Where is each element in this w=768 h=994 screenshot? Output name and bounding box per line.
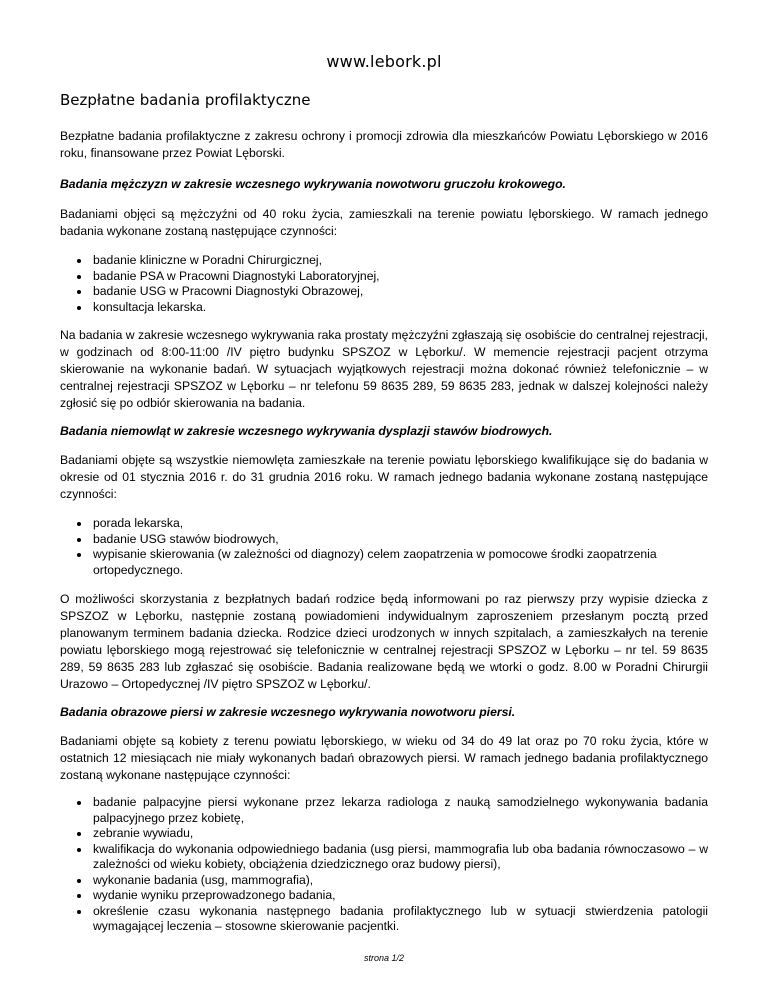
bullet-list — [60, 516, 708, 578]
list-item: • zebranie wywiadu, — [91, 826, 708, 842]
list-item: • kwalifikacja do wykonania odpowiedniego badania (usg piersi, mammografia lub oba badania równoczasowo – w zależności od wieku kobiety, obciążenia dziedzicznego oraz budowy piersi), — [91, 842, 708, 873]
list-item: • badanie kliniczne w Poradni Chirurgicznej, — [91, 253, 708, 269]
document-page — [60, 0, 708, 935]
list-item: • wydanie wyniku przeprowadzonego badania, — [91, 888, 708, 904]
list-item: • porada lekarska, — [91, 516, 708, 532]
section-paragraph: O możliwości skorzystania z bezpłatnych badań rodzice będą informowani po raz pierwszy przy wypisie dziecka z SPSZOZ w Lęborku, następnie zostaną powiadomieni indywidualnym zaproszeniem przesłanym pocztą przed planowanym terminem badania dziecka. Rodzice dzieci urodzonych w innych szpitalach, a zamieszkałych na terenie powiatu lęborskiego mogą rejestrować się telefonicznie w centralnej rejestracji SPSZOZ w Lęborku – nr tel. 59 8635 289, 59 8635 283 lub zgłaszać się osobiście. Badania realizowane będą we wtorki o godz. 8.00 w Poradni Chirurgii Urazowo – Ortopedycznej /IV piętro SPSZOZ w Lęborku/. — [60, 592, 708, 691]
list-item: • badanie USG stawów biodrowych, — [91, 532, 708, 548]
bullet-list — [60, 253, 708, 315]
list-item: • badanie palpacyjne piersi wykonane przez lekarza radiologa z nauką samodzielnego wykonywania badania palpacyjnego przez kobietę, — [91, 795, 708, 826]
bullet-list — [60, 795, 708, 935]
page-number: strona 1/2 — [363, 953, 405, 963]
section-heading-breast: Badania obrazowe piersi w zakresie wczesnego wykrywania nowotworu piersi. — [60, 705, 516, 719]
intro-paragraph: Bezpłatne badania profilaktyczne z zakresu ochrony i promocji zdrowia dla mieszkańców Powiatu Lęborskiego w 2016 roku, finansowane przez Powiat Lęborski. — [60, 129, 708, 160]
section-paragraph: Badaniami objęte są wszystkie niemowlęta zamieszkałe na terenie powiatu lęborskiego kwalifikujące się do badania w okresie od 01 stycznia 2016 r. do 31 grudnia 2016 roku. W ramach jednego badania wykonane zostaną następujące czynności: — [60, 453, 708, 501]
list-item: • wykonanie badania (usg, mammografia), — [91, 873, 708, 889]
list-item: • konsultacja lekarska. — [91, 300, 708, 316]
list-item: • badanie USG w Pracowni Diagnostyki Obrazowej, — [91, 284, 708, 300]
section-paragraph: Badaniami objęte są kobiety z terenu powiatu lęborskiego, w wieku od 34 do 49 lat oraz po 70 roku życia, które w ostatnich 12 miesiącach nie miały wykonanych badań obrazowych piersi. W ramach jednego badania profilaktycznego zostaną wykonane następujące czynności: — [60, 734, 708, 782]
section-paragraph: Badaniami objęci są mężczyźni od 40 roku życia, zamieszkali na terenie powiatu lęborskiego. W ramach jednego badania wykonane zostaną następujące czynności: — [60, 207, 708, 238]
section-paragraph: Na badania w zakresie wczesnego wykrywania raka prostaty mężczyźni zgłaszają się osobiście do centralnej rejestracji, w godzinach od 8:00-11:00 /IV piętro budynku SPSZOZ w Lęborku/. W memencie rejestracji pacjent otrzyma skierowanie na wykonanie badań. W sytuacjach wyjątkowych rejestracji można dokonać również telefonicznie – w centralnej rejestracji SPSZOZ w Lęborku – nr telefonu 59 8635 289, 59 8635 283, jednak w dalszej kolejności należy zgłosić się po odbiór skierowania na badania. — [60, 328, 708, 410]
site-url: www.lebork.pl — [326, 52, 442, 71]
list-item: • określenie czasu wykonania następnego badania profilaktycznego lub w sytuacji stwierdzenia patologii wymagającej leczenia – stosowne skierowanie pacjentki. — [91, 904, 708, 935]
list-item: • badanie PSA w Pracowni Diagnostyki Laboratoryjnej, — [91, 269, 708, 285]
section-heading-prostate: Badania mężczyzn w zakresie wczesnego wykrywania nowotworu gruczołu krokowego. — [60, 177, 566, 191]
list-item: • wypisanie skierowania (w zależności od diagnozy) celem zaopatrzenia w pomocowe środki zaopatrzenia ortopedycznego. — [91, 547, 708, 578]
section-heading-infants: Badania niemowląt w zakresie wczesnego wykrywania dysplazji stawów biodrowych. — [60, 424, 553, 438]
page-title: Bezpłatne badania profilaktyczne — [60, 91, 311, 109]
